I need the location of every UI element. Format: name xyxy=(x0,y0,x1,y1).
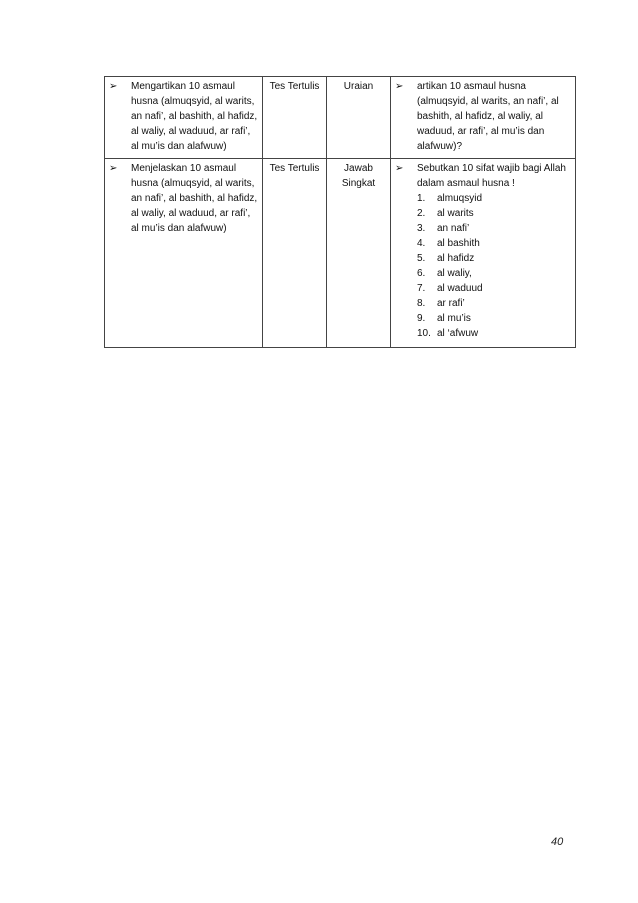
question-text: Sebutkan 10 sifat wajib bagi Allah dalam asmaul husna ! xyxy=(417,163,566,189)
table-row xyxy=(105,77,576,159)
arrow-bullet-icon: ➢ xyxy=(395,81,404,92)
list-item: 2. al warits xyxy=(417,208,474,219)
list-item: 8. ar rafi’ xyxy=(417,298,465,309)
list-item: 5. al hafidz xyxy=(417,253,475,264)
question-cell xyxy=(391,159,576,348)
indicator-cell xyxy=(105,159,263,348)
list-item: 6. al waliy, xyxy=(417,268,472,279)
technique-cell: Tes Tertulis xyxy=(263,159,327,348)
assessment-table xyxy=(104,76,576,348)
answer-list xyxy=(417,191,571,341)
indicator-cell xyxy=(105,77,263,159)
indicator-text: Menjelaskan 10 asmaul husna (almuqsyid, al warits, an nafi’, al bashith, al hafidz, al waliy, al waduud, ar rafi’, al mu’is dan alafwuw) xyxy=(131,163,258,234)
technique-cell: Tes Tertulis xyxy=(263,77,327,159)
arrow-bullet-icon: ➢ xyxy=(109,163,118,174)
arrow-bullet-icon: ➢ xyxy=(109,81,118,92)
arrow-bullet-icon: ➢ xyxy=(395,163,404,174)
list-item: 7. al waduud xyxy=(417,283,483,294)
list-item: 4. al bashith xyxy=(417,238,480,249)
question-cell xyxy=(391,77,576,159)
indicator-text: Mengartikan 10 asmaul husna (almuqsyid, al warits, an nafi’, al bashith, al hafidz, al waliy, al waduud, ar rafi’, al mu’is dan alafwuw) xyxy=(131,81,258,152)
question-text: artikan 10 asmaul husna (almuqsyid, al warits, an nafi’, al bashith, al hafidz, al waliy, al waduud, ar rafi’, al mu’is dan alafwuw)? xyxy=(417,81,559,152)
page-number: 40 xyxy=(551,836,564,848)
form-cell: Uraian xyxy=(327,77,391,159)
list-item: 1. almuqsyid xyxy=(417,193,483,204)
list-item: 10. al ‘afwuw xyxy=(417,328,479,339)
list-item: 3. an nafi’ xyxy=(417,223,470,234)
table-row xyxy=(105,159,576,348)
form-cell: Jawab Singkat xyxy=(327,159,391,348)
list-item: 9. al mu’is xyxy=(417,313,471,324)
